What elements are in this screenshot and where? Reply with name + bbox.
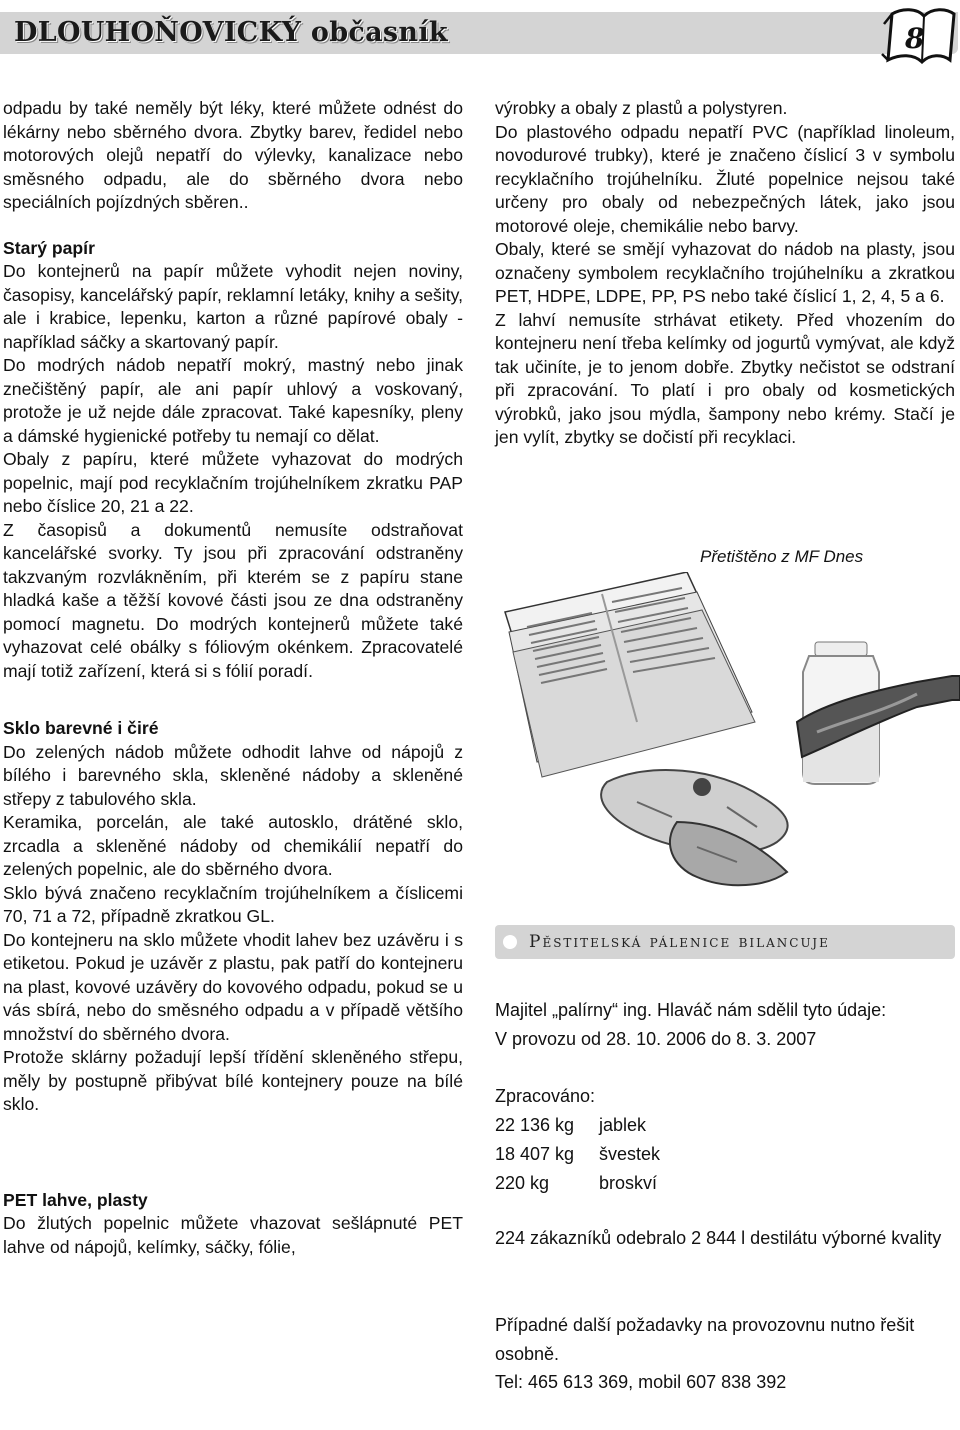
heading-glass: Sklo barevné i čiré <box>3 718 159 738</box>
plastics-paragraph-4: Z lahví nemusíte strhávat etikety. Před vhozením do kontejneru není třeba kelímky od jogurtů vymývat, ale když tak učiníte, je to jenom dobře. Zbytky nečistot se odstraní při zpracování. To platí i pro obaly od kosmetických výrobků, jako jsou mýdla, šampony nebo krémy. Stačí je jen vylít, zbytky se dočistí při recyklaci. <box>495 309 955 447</box>
paper-paragraph-1: Do kontejnerů na papír můžete vyhodit nejen noviny, časopisy, kancelářský papír, reklamní letáky, knihy a sešity, ale i krabice, lepenku, karton a různé papírové obaly - například sáčky a skartovaný papír. <box>3 261 463 352</box>
crushed-pet-bottles-image <box>601 770 788 885</box>
section-banner <box>495 925 955 959</box>
plastics-paragraph-3: Obaly, které se smějí vyhazovat do nádob na plasty, jsou označeny symbolem recyklačního trojúhelníku a zkratkou PET, HDPE, LDPE, PP, PS nebo také číslicí 1, 2, 4, 5 a 6. <box>495 239 955 306</box>
owner-statement: Majitel „palírny“ ing. Hlaváč nám sdělil tyto údaje: <box>495 1000 887 1020</box>
heading-pet: PET lahve, plasty <box>3 1189 148 1210</box>
item-quantity: 22 136 kg <box>495 1115 575 1135</box>
plastics-paragraph-1: výrobky a obaly z plastů a polystyren. <box>495 98 788 118</box>
operation-period: V provozu od 28. 10. 2006 do 8. 3. 2007 <box>495 1029 817 1049</box>
paper-paragraph-4: Z časopisů a dokumentů nemusíte odstraňovat kancelářské svorky. Ty jsou při zpracování odstraněny takzvaným rozvlákněním, při kterém se z papíru stane hladká kaše a těžší kovové části jsou ze dna odstraněny pomocí magnetu. Do modrých kontejnerů můžete také vyhazovat celé obálky s fóliovým okénkem. Zpracovatelé mají totiž zařízení, která si s fólií poradí. <box>3 519 463 681</box>
processed-list <box>495 1082 960 1198</box>
heading-old-paper: Starý papír <box>3 237 95 258</box>
pet-paragraph-1: Do žlutých popelnic můžete vhazovat sešlápnuté PET lahve od nápojů, kelímky, sáčky, fólie, <box>3 1213 463 1257</box>
newspaper-stack-image <box>505 572 755 777</box>
requests-note: Případné další požadavky na provozovnu nutno řešit osobně. <box>495 1315 915 1364</box>
list-item <box>495 1111 960 1140</box>
recycling-photo <box>497 572 960 892</box>
distillery-intro <box>495 996 960 1054</box>
page-header <box>0 8 958 56</box>
source-credit: Přetištěno z MF Dnes <box>700 547 864 566</box>
plastics-paragraph-2: Do plastového odpadu nepatří PVC (například linoleum, novodurové trubky), které je značeno číslicí 3 v symbolu recyklačního trojúhelníku. Žluté popelnice nejsou také určeny pro obaly od nebezpečných látek, jako jsou motorové oleje, chemikálie nebo barvy. <box>495 121 955 236</box>
list-item <box>495 1140 960 1169</box>
item-fruit: broskví <box>599 1173 658 1193</box>
left-column <box>3 97 463 1259</box>
right-column <box>495 97 955 450</box>
customers-summary: 224 zákazníků odebralo 2 844 l destilátu výborné kvality <box>495 1228 942 1248</box>
list-item <box>495 1169 960 1198</box>
item-quantity: 18 407 kg <box>495 1144 575 1164</box>
glass-paragraph-4: Do kontejneru na sklo můžete vhodit lahev bez uzávěru i s etiketou. Pokud je uzávěr z plastu, pak patří do kontejneru na plast, kovové uzávěry do kovového odpadu, pokud se u vás sbírá, nebo do směsného odpadu a v případě většího množství do sběrného dvora. <box>3 929 463 1044</box>
glass-paragraph-1: Do zelených nádob můžete odhodit lahve od nápojů z bílého i barevného skla, skleněné nádoby a skleněné střepy z tabulového skla. <box>3 741 463 809</box>
item-fruit: švestek <box>599 1144 661 1164</box>
contact-info: Tel: 465 613 369, mobil 607 838 392 <box>495 1372 787 1392</box>
section-title: Pěstitelská pálenice bilancuje <box>529 932 830 952</box>
processed-label: Zpracováno: <box>495 1086 596 1106</box>
bullet-icon <box>503 935 517 949</box>
paper-paragraph-2: Do modrých nádob nepatří mokrý, mastný nebo jinak znečištěný papír, ale ani papír uhlový a voskovaný, protože je už nejde dále zpracovat. Také kapesníky, pleny a dámské hygienické potřeby tu nemají co dělat. <box>3 355 463 446</box>
paper-paragraph-3: Obaly z papíru, které můžete vyhazovat do modrých popelnic, mají pod recyklačním trojúhelníkem zkratku PAP nebo číslice 20, 21 a 22. <box>3 449 463 516</box>
glass-paragraph-2: Keramika, porcelán, ale také autosklo, drátěné sklo, zrcadla a skleněné nádoby od chemikálií nepatří do zelených popelnic, ale do sběrného dvora. <box>3 812 463 879</box>
newsletter-title: DLOUHOŇOVICKÝ občasník <box>14 17 448 48</box>
glass-paragraph-5: Protože sklárny požadují lepší třídění skleněného střepu, měly by postupně přibývat bílé kontejnery pouze na bílé sklo. <box>3 1047 463 1114</box>
item-fruit: jablek <box>599 1115 647 1135</box>
glass-paragraph-3: Sklo bývá značeno recyklačním trojúhelníkem a číslicemi 70, 71 a 72, případně zkratkou GL. <box>3 882 463 926</box>
page-number: 8 <box>905 22 925 55</box>
item-quantity: 220 kg <box>495 1173 550 1193</box>
intro-paragraph: odpadu by také neměly být léky, které můžete odnést do lékárny nebo sběrného dvora. Zbytky barev, ředidel nebo motorových olejů nepatří do výlevky, kanalizace nebo směsného odpadu, ale do sběrného dvora nebo speciálních pojízdných sběren.. <box>3 98 463 212</box>
